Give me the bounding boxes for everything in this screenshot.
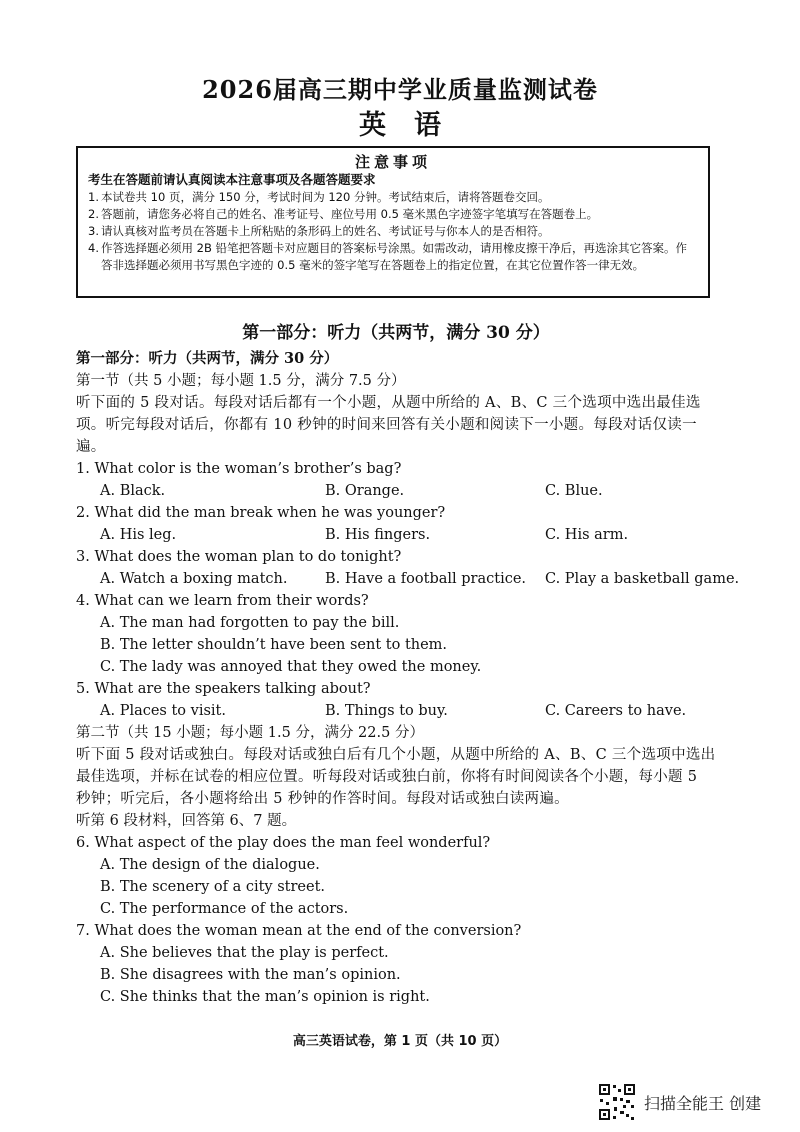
option-b: B. The letter shouldn’t have been sent to them. — [100, 637, 448, 653]
subject-title: 英语 — [359, 110, 469, 141]
option-a: A. His leg. — [100, 527, 177, 543]
question-stem: 1. What color is the woman’s brother’s bag? — [76, 461, 402, 477]
page-footer: 高三英语试卷，第 1 页（共 10 页） — [292, 1034, 508, 1049]
option-a: A. The man had forgotten to pay the bill. — [100, 615, 400, 631]
option-b: B. Things to buy. — [325, 703, 448, 719]
option-c: C. She thinks that the man’s opinion is right. — [100, 989, 430, 1005]
notice-item: 3. 请认真核对监考员在答题卡上所粘贴的条形码上的姓名、考试证号与你本人的是否相符。 — [88, 224, 550, 238]
notice-box — [76, 146, 710, 298]
exam-title: 2026届高三期中学业质量监测试卷 — [202, 75, 598, 104]
option-b: B. The scenery of a city street. — [100, 879, 326, 895]
notice-item: 4. 作答选择题必须用 2B 铅笔把答题卡对应题目的答案标号涂黑。如需改动，请用橡皮擦干净后，再选涂其它答案。作答非选择题必须用书写黑色字迹的 0.5 毫米的签字笔写在答题卷上的指定位置，在其它位置作答一律无效。 — [88, 241, 688, 272]
notice-item: 1. 本试卷共 10 页，满分 150 分，考试时间为 120 分钟。考试结束后，请将答题卷交回。 — [88, 190, 550, 204]
option-b: B. She disagrees with the man’s opinion. — [100, 967, 401, 983]
part-heading: 第一部分：听力（共两节，满分 30 分） — [76, 350, 339, 367]
question-stem: 7. What does the woman mean at the end of the conversion? — [76, 923, 522, 939]
question-options — [76, 480, 716, 502]
scanner-label: 扫描全能王 创建 — [644, 1093, 762, 1113]
option-c: C. His arm. — [545, 527, 629, 543]
option-c: C. Play a basketball game. — [545, 571, 740, 587]
section-heading: 第一节（共 5 小题；每小题 1.5 分，满分 7.5 分） — [76, 373, 406, 389]
section-heading: 第二节（共 15 小题；每小题 1.5 分，满分 22.5 分） — [76, 725, 424, 741]
section-instructions: 听下面的 5 段对话。每段对话后都有一个小题，从题中所给的 A、B、C 三个选项中选出最佳选项。听完每段对话后，你都有 10 秒钟的时间来回答有关小题和阅读下一小题。每段对话仅读一遍。 — [76, 395, 701, 455]
option-b: B. Orange. — [325, 483, 405, 499]
option-c: C. Blue. — [545, 483, 603, 499]
section-instructions: 听下面 5 段对话或独白。每段对话或独白后有几个小题，从题中所给的 A、B、C 三个选项中选出最佳选项，并标在试卷的相应位置。听每段对话或独白前，你将有时间阅读各个小题，每小题 5 秒钟；听完后，各小题将给出 5 秒钟的作答时间。每段对话或独白读两遍。 — [76, 747, 716, 807]
material-note: 听第 6 段材料，回答第 6、7 题。 — [76, 813, 297, 829]
question-stem: 6. What aspect of the play does the man feel wonderful? — [76, 835, 491, 851]
option-b: B. His fingers. — [325, 527, 431, 543]
option-a: A. Watch a boxing match. — [100, 571, 288, 587]
option-a: A. The design of the dialogue. — [100, 857, 320, 873]
part-title: 第一部分：听力（共两节，满分 30 分） — [242, 323, 550, 343]
notice-item: 2. 答题前，请您务必将自己的姓名、准考证号、座位号用 0.5 毫米黑色字迹签字笔填写在答题卷上。 — [88, 207, 599, 221]
option-c: C. Careers to have. — [545, 703, 687, 719]
question-stem: 5. What are the speakers talking about? — [76, 681, 371, 697]
option-c: C. The lady was annoyed that they owed the money. — [100, 659, 482, 675]
question-stem: 3. What does the woman plan to do tonight? — [76, 549, 402, 565]
scanner-watermark — [598, 1082, 761, 1122]
option-c: C. The performance of the actors. — [100, 901, 349, 917]
qr-code-icon — [598, 1083, 636, 1121]
notice-subtitle: 考生在答题前请认真阅读本注意事项及各题答题要求 — [88, 172, 376, 187]
question-options — [76, 700, 716, 722]
option-a: A. Places to visit. — [100, 703, 226, 719]
question-options — [76, 568, 740, 590]
exam-content — [76, 318, 740, 1008]
question-stem: 2. What did the man break when he was younger? — [76, 505, 446, 521]
question-stem: 4. What can we learn from their words? — [76, 593, 369, 609]
option-a: A. She believes that the play is perfect. — [100, 945, 389, 961]
question-options — [76, 524, 716, 546]
option-b: B. Have a football practice. — [325, 571, 527, 587]
option-a: A. Black. — [100, 483, 166, 499]
notice-title: 注意事项 — [354, 153, 431, 171]
